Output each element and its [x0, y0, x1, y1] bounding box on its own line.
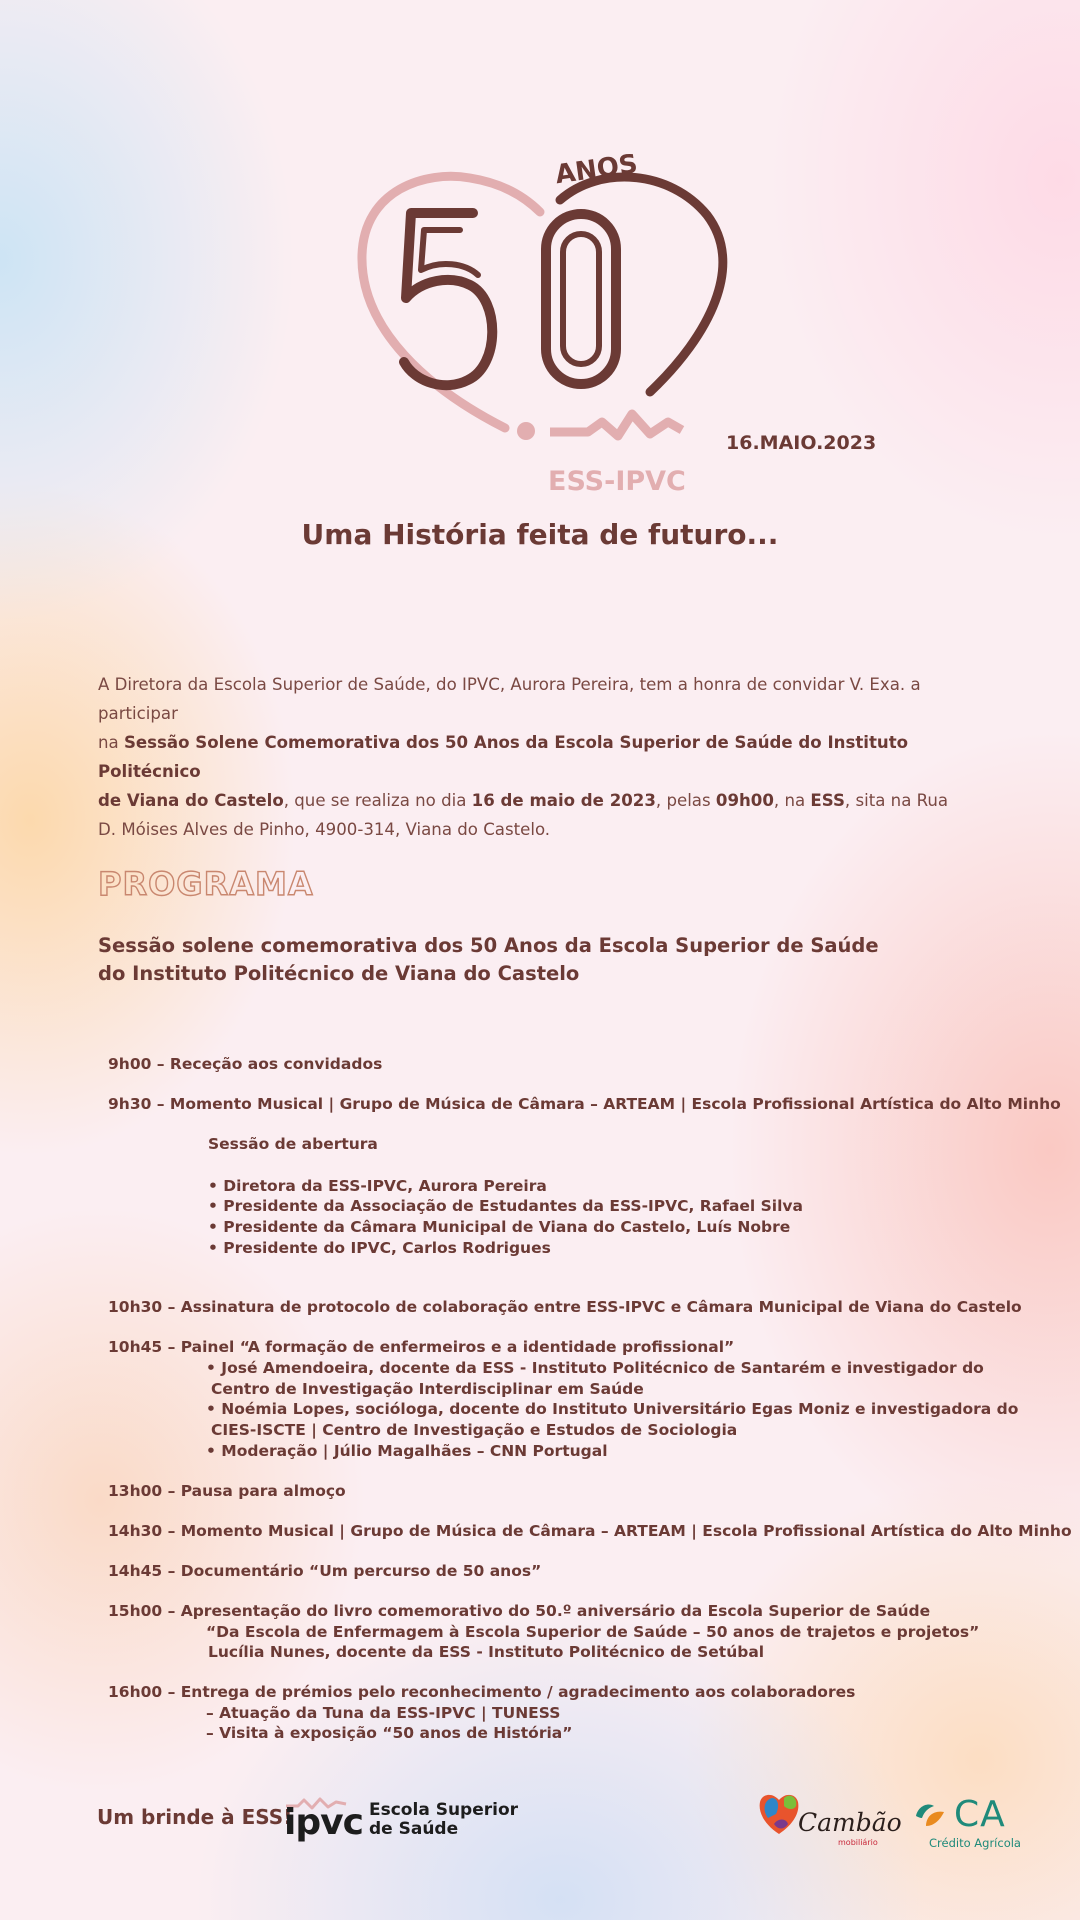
cambao-subtitle: mobiliário — [838, 1838, 878, 1847]
schedule-bullet-cont: Centro de Investigação Interdisciplinar em Saúde — [211, 1380, 644, 1398]
ca-logo: CA — [954, 1794, 1006, 1835]
cambao-heart-icon — [756, 1788, 802, 1838]
schedule-bullet: • José Amendoeira, docente da ESS - Instituto Politécnico de Santarém e investigador do — [206, 1359, 984, 1377]
invitation-line: na Sessão Solene Comemorativa dos 50 Anos da Escola Superior de Saúde do Instituto Politécnico — [98, 733, 909, 781]
schedule-bullet: Lucília Nunes, docente da ESS - Instituto Politécnico de Setúbal — [208, 1643, 765, 1661]
ca-subtitle: Crédito Agrícola — [929, 1836, 1021, 1850]
schedule-bullet: • Noémia Lopes, socióloga, docente do Instituto Universitário Egas Moniz e investigadora do — [206, 1400, 1019, 1418]
schedule-item: 14h45 – Documentário “Um percurso de 50 anos” — [108, 1562, 542, 1580]
ca-leaf-icon — [912, 1800, 948, 1830]
invitation-text — [98, 670, 998, 844]
schedule-item: 14h30 – Momento Musical | Grupo de Música de Câmara – ARTEAM | Escola Profissional Artística do Alto Minho — [108, 1522, 1072, 1540]
schedule-bullet: • Moderação | Júlio Magalhães – CNN Portugal — [206, 1442, 608, 1460]
schedule-bullet: “Da Escola de Enfermagem à Escola Superior de Saúde – 50 anos de trajetos e projetos” — [206, 1623, 980, 1641]
schedule-item: 9h30 – Momento Musical | Grupo de Música de Câmara – ARTEAM | Escola Profissional Artística do Alto Minho — [108, 1095, 1061, 1113]
invitation-line: de Viana do Castelo, que se realiza no dia 16 de maio de 2023, pelas 09h00, na ESS, sita na Rua — [98, 791, 949, 810]
schedule-item: 15h00 – Apresentação do livro comemorativo do 50.º aniversário da Escola Superior de Saúde — [108, 1602, 931, 1620]
invitation-line: A Diretora da Escola Superior de Saúde, do IPVC, Aurora Pereira, tem a honra de convidar V. Exa. a participar — [98, 675, 921, 723]
schedule-bullet: • Presidente da Câmara Municipal de Viana do Castelo, Luís Nobre — [208, 1218, 791, 1236]
schedule-bullet-cont: CIES-ISCTE | Centro de Investigação e Estudos de Sociologia — [211, 1421, 738, 1439]
ess-logo-text: Escola Superior de Saúde — [369, 1800, 519, 1839]
invitation-line: D. Móises Alves de Pinho, 4900-314, Viana do Castelo. — [98, 820, 551, 839]
schedule-item: 10h45 – Painel “A formação de enfermeiros e a identidade profissional” — [108, 1338, 735, 1356]
event-date: 16.MAIO.2023 — [726, 432, 877, 454]
schedule-item: 10h30 – Assinatura de protocolo de colaboração entre ESS-IPVC e Câmara Municipal de Viana do Castelo — [108, 1298, 1022, 1316]
schedule-bullet: – Visita à exposição “50 anos de História” — [206, 1724, 573, 1742]
schedule-bullet: • Presidente da Associação de Estudantes da ESS-IPVC, Rafael Silva — [208, 1197, 803, 1215]
schedule-subtitle: Sessão de abertura — [208, 1135, 378, 1153]
tagline: Uma História feita de futuro... — [301, 518, 779, 551]
cambao-logo: Cambão — [798, 1808, 902, 1837]
logo-org-name: ESS-IPVC — [548, 466, 686, 497]
toast-text: Um brinde à ESS! — [97, 1805, 293, 1829]
schedule-item: 16h00 – Entrega de prémios pelo reconhecimento / agradecimento aos colaboradores — [108, 1683, 856, 1701]
programa-heading: PROGRAMA — [98, 865, 314, 903]
ipvc-logo: ipvc — [284, 1802, 363, 1843]
programa-subtitle: Sessão solene comemorativa dos 50 Anos da Escola Superior de Saúde do Instituto Politécnico de Viana do Castelo — [98, 934, 879, 985]
schedule-item: 13h00 – Pausa para almoço — [108, 1482, 346, 1500]
logo-anos: ANOS — [553, 149, 640, 191]
schedule-item: 9h00 – Receção aos convidados — [108, 1055, 383, 1073]
schedule-bullet: • Presidente do IPVC, Carlos Rodrigues — [208, 1239, 551, 1257]
schedule-bullet: – Atuação da Tuna da ESS-IPVC | TUNESS — [206, 1704, 561, 1722]
schedule-bullet: • Diretora da ESS-IPVC, Aurora Pereira — [208, 1177, 547, 1195]
anniversary-logo — [350, 130, 730, 510]
